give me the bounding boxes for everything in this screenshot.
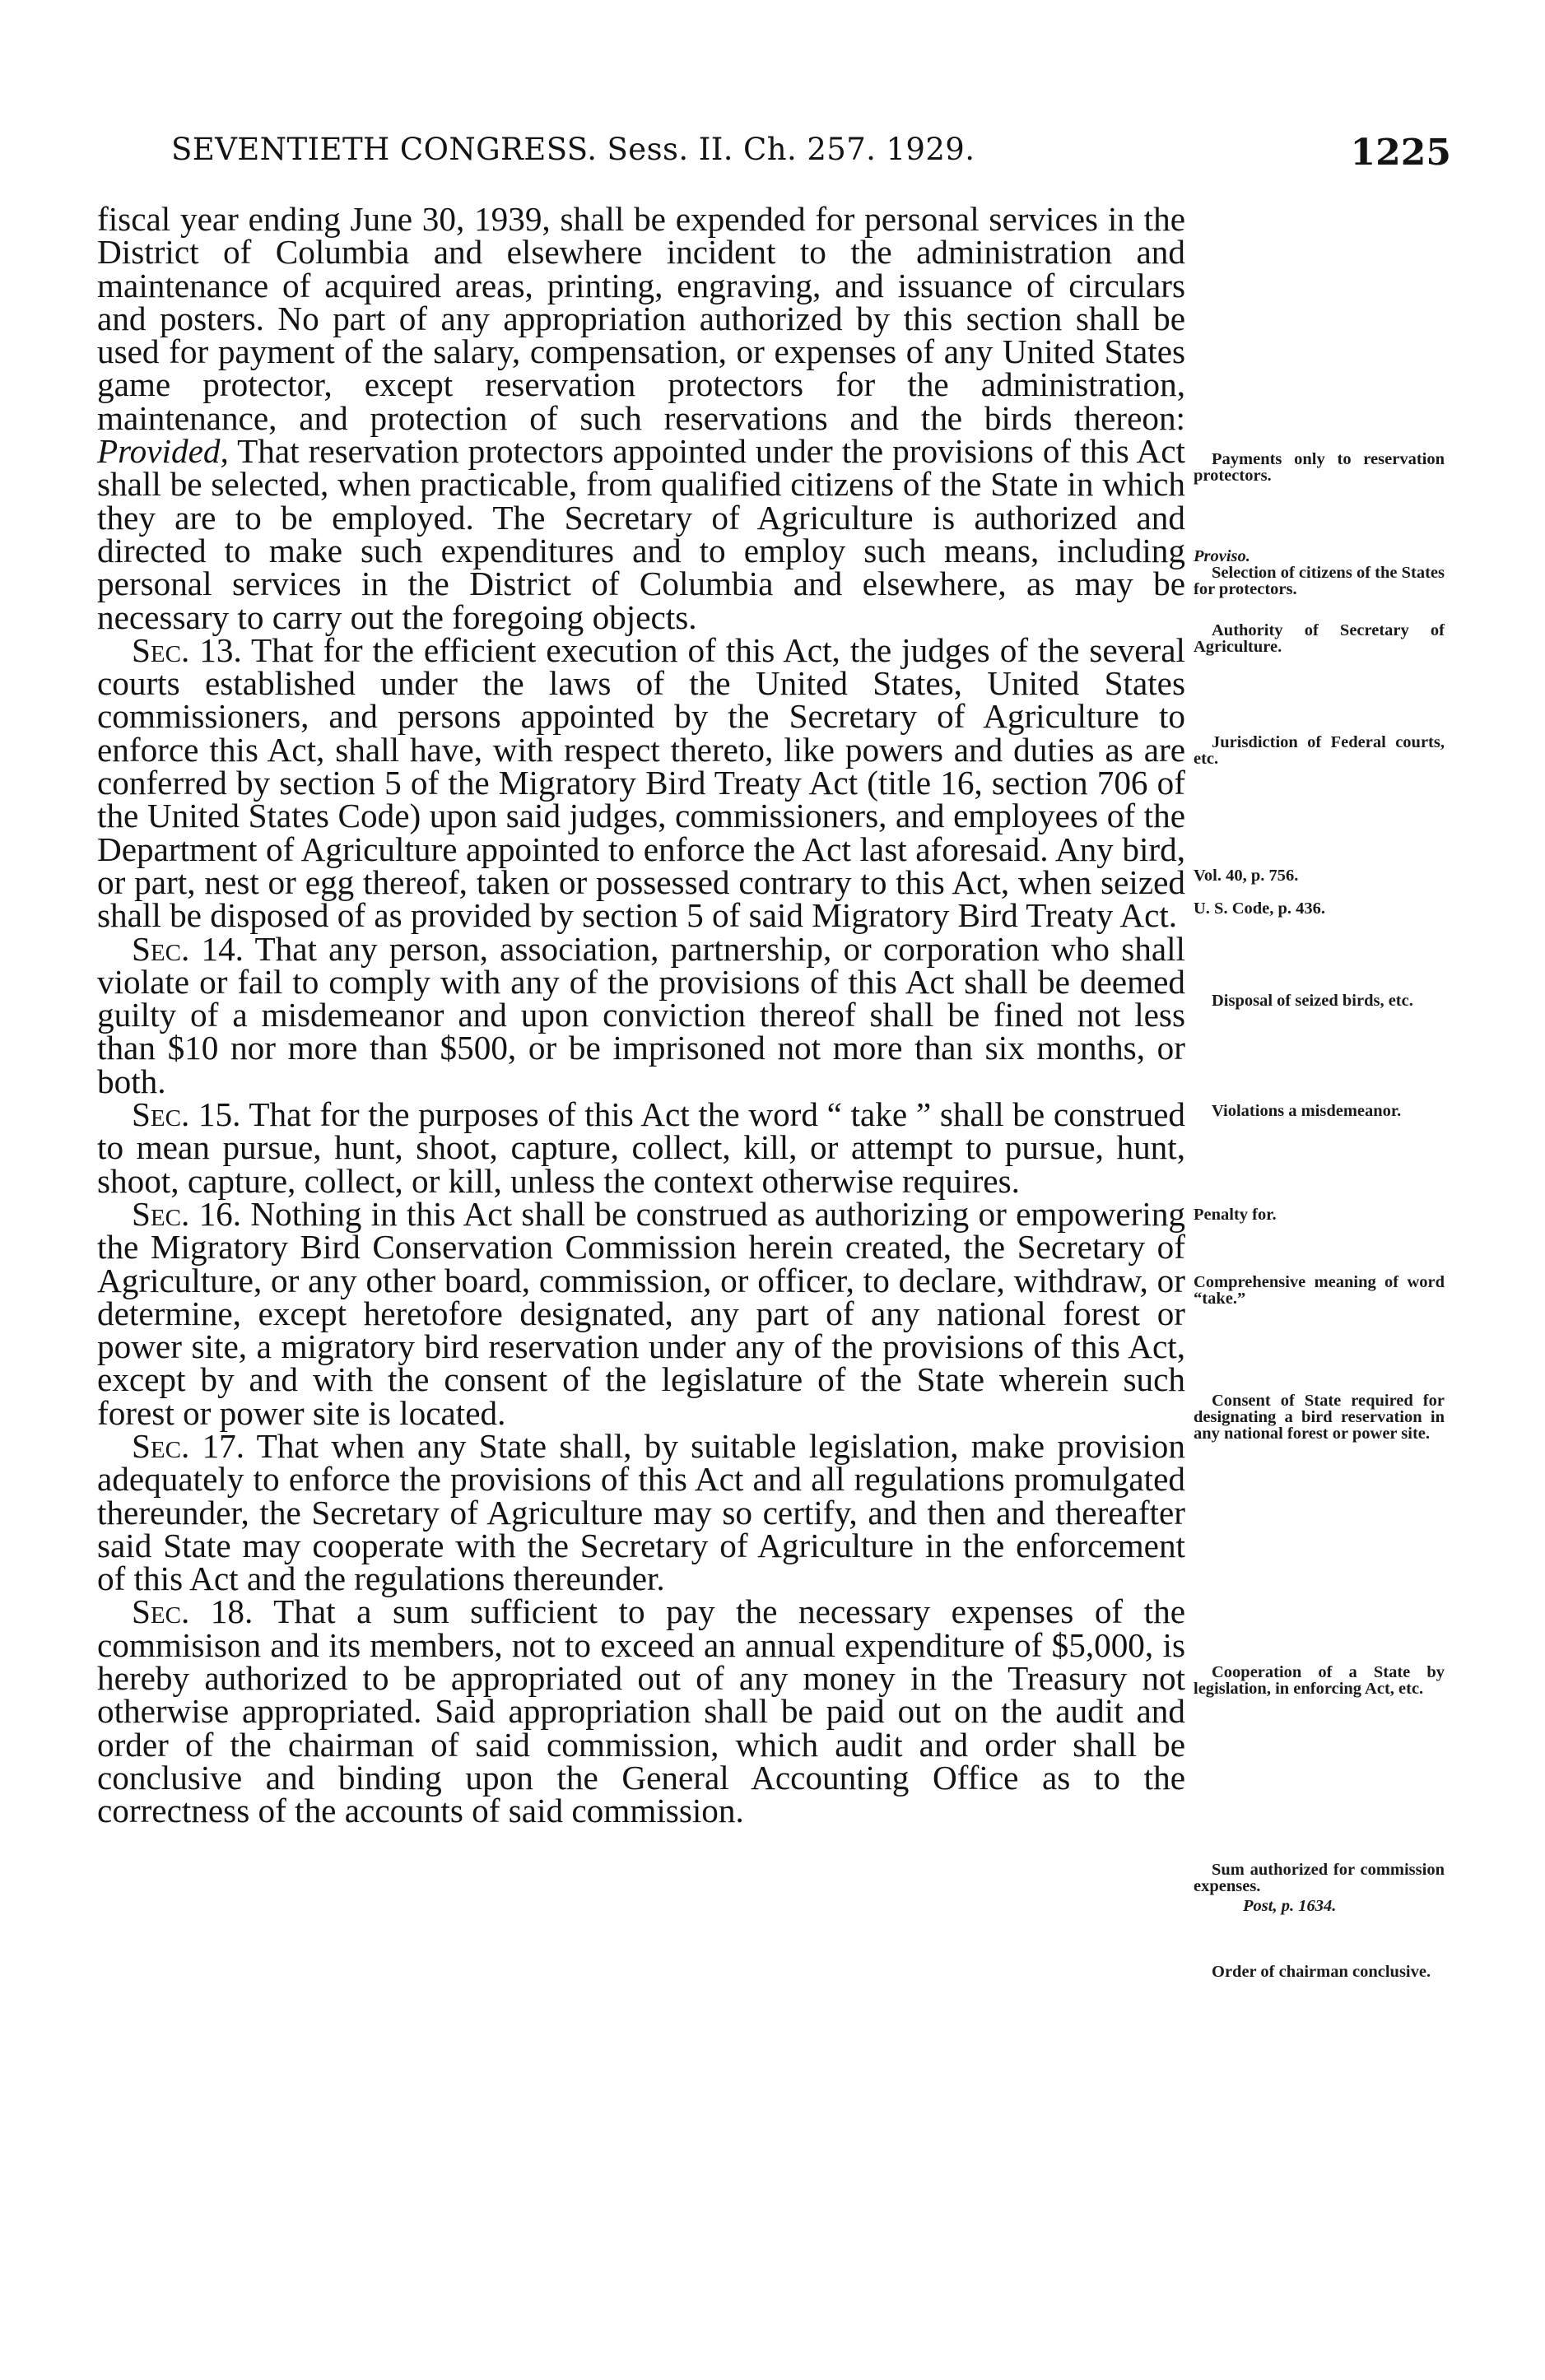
section-14-label: Sec. 14.: [132, 929, 244, 968]
margin-note-consent: Consent of State required for designating a bird reservation in any national forest or power site.: [1194, 1392, 1445, 1443]
margin-note-comprehensive: Comprehensive meaning of word “take.”: [1194, 1273, 1445, 1308]
section-13: [97, 630, 1185, 935]
section-18-label: Sec. 18.: [132, 1592, 254, 1631]
paragraph-appropriations: [97, 202, 1185, 634]
section-16-label: Sec. 16.: [132, 1194, 242, 1233]
running-head: [171, 132, 1451, 181]
section-16-text: Nothing in this Act shall be construed as authorizing or empowering the Migratory Bird Conservation Commission herein created, the Secretary of Agriculture, or any other board, commission, or officer, to declare, withdraw, or determine, except heretofore designated, any part of any national forest or power site, a migratory bird reservation under any of the provisions of this Act, except by and with the consent of the legislature of the State wherein such forest or power site is located.: [97, 1194, 1186, 1432]
section-16: [97, 1194, 1186, 1432]
section-17: [97, 1426, 1185, 1598]
appropriations-text: fiscal year ending June 30, 1939, shall be expended for personal services in the District of Columbia and elsewhere incident to the administration and maintenance of acquired areas, printing, engraving, and issuance of circulars and posters. No part of any appropriation authorized by this section shall be used for payment of the salary, compensation, or expenses of any United States game protector, except reservation protectors for the administration, maintenance, and protection of such reservations and the birds thereon:: [97, 200, 1185, 437]
section-13-label: Sec. 13.: [132, 630, 242, 669]
running-title: SEVENTIETH CONGRESS. Sess. II. Ch. 257. 1929.: [171, 132, 975, 167]
proviso-word: Provided,: [97, 432, 229, 471]
margin-note-penalty: Penalty for.: [1194, 1206, 1277, 1224]
margin-note-authority: Authority of Secretary of Agriculture.: [1194, 621, 1445, 656]
margin-note-vol-ref: Vol. 40, p. 756.: [1194, 867, 1299, 885]
section-15-label: Sec. 15.: [132, 1095, 241, 1134]
section-18: [97, 1592, 1185, 1830]
section-13-text: That for the efficient execution of this Act, the judges of the several courts established under the laws of the United States, United States commissioners, and persons appointed by the Secretary of Agriculture to enforce this Act, shall have, with respect thereto, like powers and duties as are conferred by section 5 of the Migratory Bird Treaty Act (title 16, section 706 of the United States Code) upon said judges, commissioners, and employees of the Department of Agriculture appointed to enforce the Act last aforesaid. Any bird, or part, nest or egg thereof, taken or possessed contrary to this Act, when seized shall be disposed of as provided by section 5 of said Migratory Bird Treaty Act.: [97, 630, 1185, 935]
section-18-text: That a sum sufficient to pay the necessary expenses of the commisison and its members, not to exceed an annual expenditure of $5,000, is hereby authorized to be appropriated out of any money in the Treasury not otherwise appropriated. Said appropriation shall be paid out on the audit and order of the chairman of said commission, which audit and order shall be conclusive and binding upon the General Accounting Office as to the correctness of the accounts of said commission.: [97, 1592, 1185, 1830]
proviso-text: That reservation protectors appointed under the provisions of this Act shall be selected, when practicable, from qualified citizens of the State in which they are to be employed. The Secretary of Agriculture is authorized and directed to make such expenditures and to employ such means, including personal services in the District of Columbia and elsewhere, as may be necessary to carry out the foregoing objects.: [97, 432, 1185, 636]
margin-note-disposal: Disposal of seized birds, etc.: [1212, 992, 1413, 1010]
margin-note-sum: Sum authorized for commission expenses.: [1194, 1861, 1445, 1895]
margin-note-selection: Selection of citizens of the States for protectors.: [1194, 564, 1445, 598]
section-17-text: That when any State shall, by suitable legislation, make provision adequately to enforce the provisions of this Act and all regulations promulgated thereunder, the Secretary of Agriculture may so certify, and then and thereafter said State may cooperate with the Secretary of Agriculture in the enforcement of this Act and the regulations thereunder.: [97, 1426, 1185, 1598]
margin-note-usc-ref: U. S. Code, p. 436.: [1194, 899, 1326, 918]
margin-note-payments: Payments only to reservation protectors.: [1194, 450, 1445, 485]
section-15-text: That for the purposes of this Act the word “ take ” shall be construed to mean pursue, hunt, shoot, capture, collect, kill, or attempt to pursue, hunt, shoot, capture, collect, or kill, unless the context otherwise requires.: [97, 1095, 1185, 1200]
margin-note-order: Order of chairman conclusive.: [1212, 1963, 1431, 1981]
statute-body: [97, 202, 1185, 1828]
margin-note-post-ref: Post, p. 1634.: [1243, 1897, 1337, 1915]
margin-note-jurisdiction: Jurisdiction of Federal courts, etc.: [1194, 733, 1445, 768]
section-14: [97, 929, 1185, 1100]
margin-note-violations: Violations a misdemeanor.: [1212, 1102, 1402, 1120]
section-17-label: Sec. 17.: [132, 1426, 245, 1465]
margin-note-proviso: Proviso.: [1194, 547, 1250, 565]
margin-note-cooperation: Cooperation of a State by legislation, in enforcing Act, etc.: [1194, 1663, 1445, 1698]
section-15: [97, 1095, 1185, 1200]
page-number: 1225: [1350, 132, 1451, 174]
section-14-text: That any person, association, partnership, or corporation who shall violate or fail to comply with any of the provisions of this Act shall be deemed guilty of a misdemeanor and upon conviction thereof shall be fined not less than $10 nor more than $500, or be imprisoned not more than six months, or both.: [97, 929, 1185, 1100]
